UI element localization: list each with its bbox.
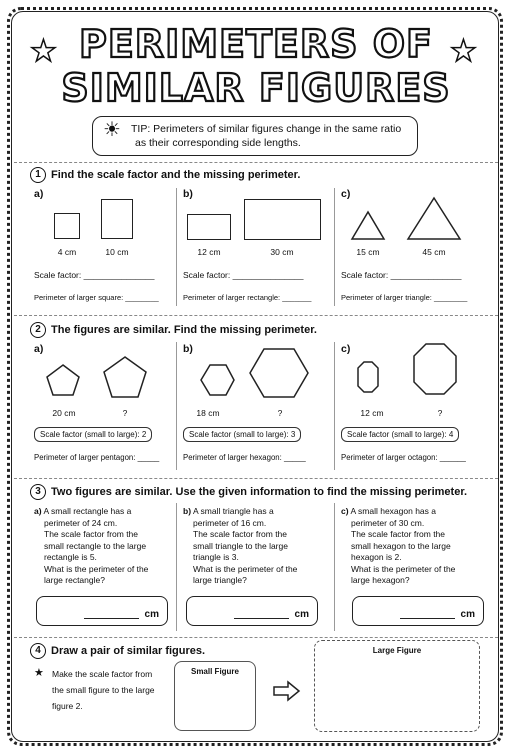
star-icon-left: ★ (30, 35, 57, 68)
perimeter-blank[interactable]: Perimeter of larger triangle: ________ (341, 293, 468, 302)
problem-line: large hexagon? (351, 575, 410, 585)
problem-line: The scale factor from the (351, 529, 446, 539)
large-label: 45 cm (422, 247, 446, 257)
part-label: a) (34, 506, 42, 516)
scale-factor-blank[interactable]: Scale factor: _______________ (341, 270, 462, 280)
star-icon-right: ★ (450, 35, 477, 68)
problem-line: perimeter of 30 cm. (351, 517, 425, 528)
part-label: c) (341, 343, 351, 355)
small-figure-box[interactable] (174, 661, 256, 731)
problem-line: small hexagon to the large (351, 540, 451, 551)
section-number: 4 (30, 643, 46, 659)
section-number: 3 (30, 484, 46, 500)
problem-line: The scale factor from the (193, 529, 288, 539)
perimeter-blank[interactable]: Perimeter of larger hexagon: _____ (183, 453, 306, 462)
large-pentagon (104, 357, 146, 397)
small-rectangle (187, 214, 231, 240)
section-heading-text: The figures are similar. Find the missing perimeter. (51, 323, 317, 336)
problem-3a (34, 506, 166, 587)
tip-box (92, 116, 418, 156)
small-octagon (358, 362, 378, 392)
perimeter-blank[interactable]: Perimeter of larger pentagon: _____ (34, 453, 160, 462)
instruction-line: the small figure to the large (52, 685, 155, 695)
scale-factor-box: Scale factor (small to large): 2 (34, 427, 152, 442)
section-4-instruction (52, 666, 155, 714)
problem-line: perimeter of 24 cm. (44, 517, 118, 528)
problem-line: hexagon is 2. (351, 552, 402, 562)
perimeter-blank[interactable]: Perimeter of larger rectangle: _______ (183, 293, 312, 302)
problem-line: rectangle is 5. (44, 552, 97, 562)
answer-box[interactable] (36, 596, 168, 626)
section-heading-text: Two figures are similar. Use the given information to find the missing perimeter. (51, 485, 468, 498)
tip-line-2: as their corresponding side lengths. (135, 137, 301, 149)
part-label: b) (183, 506, 192, 516)
scale-factor-box: Scale factor (small to large): 4 (341, 427, 459, 442)
hexagons (188, 345, 328, 405)
large-rectangle (244, 199, 321, 240)
problem-line: What is the perimeter of the (351, 563, 456, 574)
section-4-heading (30, 643, 205, 659)
large-figure-label: Large Figure (372, 646, 422, 655)
part-label: c) (341, 188, 351, 200)
divider (14, 478, 498, 479)
part-label: a) (34, 343, 44, 355)
problem-line: perimeter of 16 cm. (193, 517, 267, 528)
problem-3b (183, 506, 315, 587)
part-label: a) (34, 188, 44, 200)
problem-line: large rectangle? (44, 575, 105, 585)
large-label: ? (437, 408, 443, 418)
column-divider (176, 188, 177, 306)
divider (14, 315, 498, 316)
tip-line-1: TIP: Perimeters of similar figures change in the same ratio (131, 123, 402, 135)
answer-box[interactable] (352, 596, 484, 626)
instruction-line: Make the scale factor from (52, 669, 153, 679)
problem-line: small triangle to the large (193, 540, 288, 551)
small-label: 12 cm (360, 408, 384, 418)
small-label: 4 cm (57, 247, 77, 257)
part-label: b) (183, 343, 193, 355)
section-heading-text: Draw a pair of similar figures. (51, 644, 206, 657)
problem-line: triangle is 3. (193, 552, 239, 562)
lightbulb-icon: ☀ (103, 119, 121, 141)
large-octagon (414, 344, 456, 394)
part-label: c) (341, 506, 349, 516)
column-divider (176, 503, 177, 631)
section-heading-text: Find the scale factor and the missing perimeter. (51, 168, 301, 181)
title-line-1: PERIMETERS OF (79, 22, 433, 66)
divider (14, 637, 498, 638)
star-bullet-icon: ★ (34, 667, 44, 679)
divider (14, 162, 498, 163)
column-divider (334, 342, 335, 470)
instruction-line: figure 2. (52, 701, 83, 711)
section-number: 1 (30, 167, 46, 183)
large-figure-box[interactable] (314, 640, 480, 732)
small-label: 15 cm (356, 247, 380, 257)
large-label: 30 cm (270, 247, 294, 257)
unit-label: cm (294, 609, 309, 620)
problem-line: A small triangle has a (192, 506, 274, 516)
problem-line: large triangle? (193, 575, 247, 585)
small-pentagon (47, 365, 79, 395)
answer-line (400, 618, 455, 619)
problem-line: The scale factor from the (44, 529, 139, 539)
answer-box[interactable] (186, 596, 318, 626)
section-number: 2 (30, 322, 46, 338)
pentagons (40, 355, 170, 405)
octagons (348, 342, 488, 404)
large-triangle (408, 198, 460, 239)
small-figure-label: Small Figure (190, 667, 239, 676)
small-label: 18 cm (196, 408, 220, 418)
part-label: b) (183, 188, 193, 200)
unit-label: cm (144, 609, 159, 620)
problem-line: What is the perimeter of the (44, 563, 149, 574)
problem-line: A small rectangle has a (43, 506, 132, 516)
large-label: ? (122, 408, 128, 418)
large-label: 10 cm (105, 247, 129, 257)
problem-line: A small hexagon has a (350, 506, 436, 516)
column-divider (334, 503, 335, 631)
unit-label: cm (460, 609, 475, 620)
column-divider (176, 342, 177, 470)
section-1-heading (30, 167, 300, 183)
small-triangle (352, 212, 384, 239)
problem-line: What is the perimeter of the (193, 563, 298, 574)
arrow-right-icon (272, 680, 302, 702)
problem-line: small rectangle to the large (44, 540, 147, 551)
large-square (101, 199, 133, 239)
perimeter-blank[interactable]: Perimeter of larger octagon: ______ (341, 453, 466, 462)
answer-line (84, 618, 139, 619)
column-divider (334, 188, 335, 306)
scale-factor-box: Scale factor (small to large): 3 (183, 427, 301, 442)
large-label: ? (277, 408, 283, 418)
scale-factor-blank[interactable]: Scale factor: _______________ (183, 270, 304, 280)
title-line-2: SIMILAR FIGURES (61, 66, 451, 110)
answer-line (234, 618, 289, 619)
triangles (348, 195, 478, 243)
small-label: 12 cm (197, 247, 221, 257)
problem-3c (341, 506, 473, 587)
section-2-heading (30, 322, 317, 338)
small-square (54, 213, 80, 239)
scale-factor-blank[interactable]: Scale factor: _______________ (34, 270, 155, 280)
large-hexagon (250, 349, 308, 397)
small-hexagon (201, 365, 234, 395)
perimeter-blank[interactable]: Perimeter of larger square: ________ (34, 293, 159, 302)
section-3-heading (30, 484, 467, 500)
small-label: 20 cm (52, 408, 76, 418)
